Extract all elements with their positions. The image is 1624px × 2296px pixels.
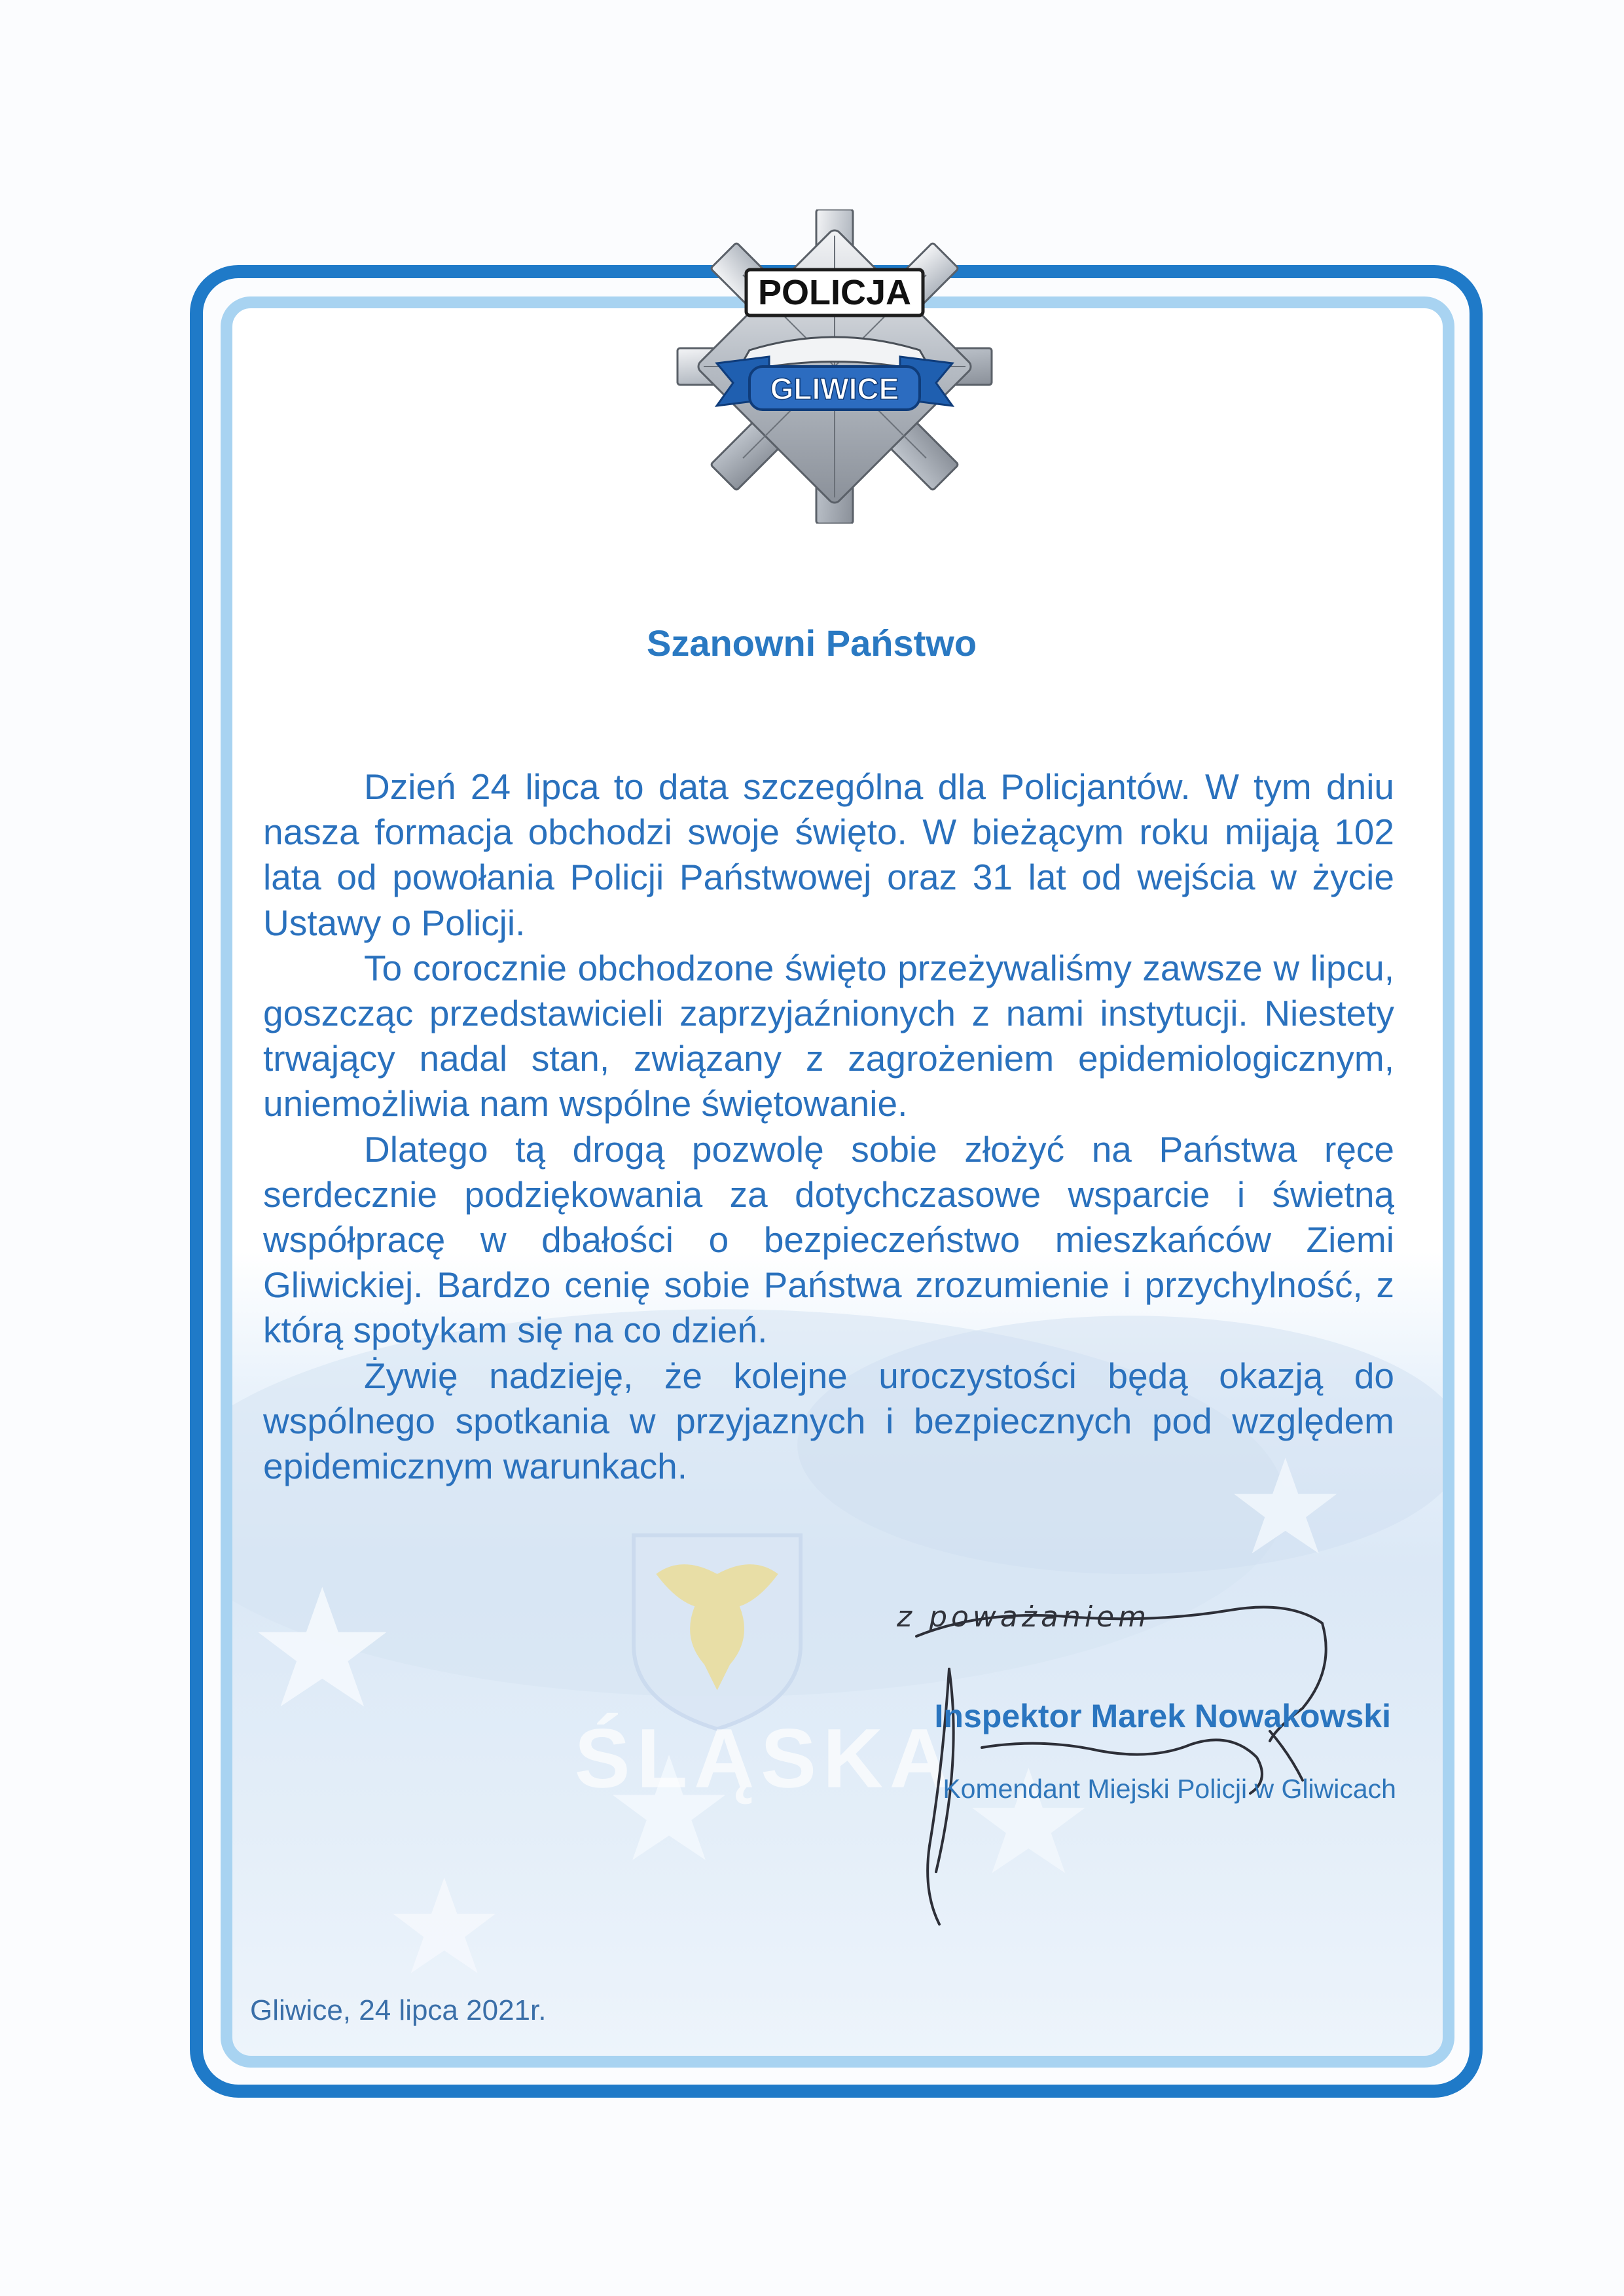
police-badge-logo — [671, 209, 998, 524]
silesia-eagle-emblem — [634, 1535, 801, 1729]
letter-paragraph: Dzień 24 lipca to data szczególna dla Policjantów. W tym dniu nasza formacja obchodzi swoje święto. W bieżącym roku mijają 102 lata od powołania Policji Państwowej oraz 31 lat od wejścia w życie Ustawy o Policji. — [263, 766, 1394, 943]
handwritten-signature — [903, 1597, 1362, 1937]
letter-paragraph: To corocznie obchodzone święto przeżywaliśmy zawsze w lipcu, goszcząc przedstawicieli zaprzyjaźnionych z nami instytucji. Niestety trwający nadal stan, związany z zagrożeniem epidemiologicznym, uniemożliwia nam wspólne świętowanie. — [263, 947, 1394, 1124]
star-icon — [393, 1878, 496, 1973]
signer-name: Inspektor Marek Nowakowski — [934, 1698, 1391, 1734]
letter-salutation: Szanowni Państwo — [646, 622, 977, 664]
vehicle-lettering: ŚLĄSKA — [574, 1712, 956, 1806]
letter-paragraph: Żywię nadzieję, że kolejne uroczystości będą okazją do wspólnego spotkania w przyjaznych i bezpiecznych pod względem epidemicznym warunkach. — [263, 1355, 1394, 1487]
place-date: Gliwice, 24 lipca 2021r. — [250, 1994, 547, 2026]
letter-body — [263, 764, 1394, 1489]
handwritten-closing: z poważaniem — [897, 1600, 1150, 1634]
badge-bottom-text: GLIWICE — [770, 372, 899, 406]
signer-title: Komendant Miejski Policji w Gliwicach — [943, 1774, 1396, 1804]
letter-paragraph: Dlatego tą drogą pozwolę sobie złożyć na Państwa ręce serdecznie podziękowania za dotychczasowe wsparcie i świetną współpracę w dbałości o bezpieczeństwo mieszkańców Ziemi Gliwickiej. Bardzo cenię sobie Państwa zrozumienie i przychylność, z którą spotykam się na co dzień. — [263, 1128, 1394, 1351]
badge-top-text: POLICJA — [757, 273, 912, 312]
